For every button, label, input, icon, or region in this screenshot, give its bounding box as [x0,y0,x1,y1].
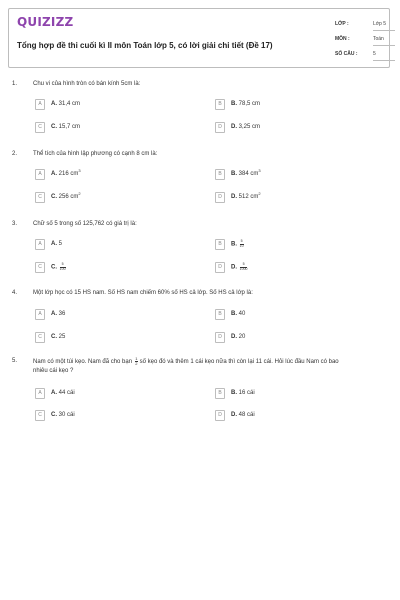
worksheet-header [8,8,390,68]
option-key: B. [231,390,237,396]
meta-label-count: SỐ CÂU : [335,51,358,57]
option-key: A. [51,390,57,396]
meta-value-count: 5 [373,48,395,61]
option-key: C. [51,264,57,271]
question-number: 3. [12,221,18,227]
option-letter-box: C [35,122,45,133]
option-letter-box: D [215,332,225,343]
meta-value-subject: Toán [373,33,395,46]
option-key: D. [231,124,237,130]
option-letter-box: C [35,332,45,343]
option-key: D. [231,264,237,271]
option-letter-box: B [215,99,225,110]
option-letter-box: B [215,309,225,320]
option-letter-box: A [35,388,45,399]
option-value: 25 [58,334,66,340]
option-letter-box: B [215,169,225,180]
option-value: 36 [58,311,66,317]
option-key: D. [231,412,237,418]
fraction-numerator: 1 [135,356,138,361]
fraction-denominator: 2 [135,361,138,366]
fraction-denominator: 10 [239,243,244,248]
option-letter-box: B [215,388,225,399]
option-letter-box: C [35,410,45,421]
option-key: B. [231,171,237,177]
option-letter-box: B [215,239,225,250]
option-exponent: 3 [78,168,81,173]
option-value: 78,5 cm [238,101,261,107]
question-number: 2. [12,151,18,157]
meta-row-subject [335,33,395,48]
option-letter-box: A [35,169,45,180]
option-key: B. [231,311,237,317]
option-letter-box: A [35,99,45,110]
meta-label-subject: MÔN : [335,36,350,42]
option-exponent: 2 [258,191,261,196]
meta-row-class [335,18,395,33]
option-key: A. [51,241,57,247]
option-key: C. [51,412,57,418]
option-letter-box: D [215,192,225,203]
option-value: 216 cm [58,171,79,177]
option-key: A. [51,171,57,177]
quizizz-logo: QUIZIZZ [17,15,74,29]
option-value: 44 cái [58,390,75,396]
question-text-part: số kẹo đó và thêm 1 cái kẹo nữa thì còn lại 11 cái. Hỏi lúc đầu Nam có bao [139,359,339,366]
option-key: C. [51,194,57,200]
option-value: 48 cái [238,412,255,418]
question-number: 1. [12,81,18,87]
option-value: 30 cái [58,412,75,418]
option-value: 16 cái [238,390,255,396]
question-text: Chu vi của hình tròn có bán kính 5cm là: [33,81,141,87]
option-letter-box: A [35,309,45,320]
fraction-denominator: 1000 [239,266,248,271]
option-letter-box: C [35,262,45,273]
option-letter-box: C [35,192,45,203]
question-fraction [135,357,138,366]
option-letter-box: A [35,239,45,250]
question-text-part: Nam có một túi kẹo. Nam đã cho bạn [33,359,133,366]
option-key: A. [51,101,57,107]
option-key: A. [51,311,57,317]
option-fraction [240,240,244,248]
question-text: Thể tích của hình lập phương có cạnh 8 cm là: [33,151,158,157]
option-key: D. [231,194,237,200]
option-value: 20 [238,334,246,340]
option-key: B. [231,101,237,107]
option-exponent: 3 [258,168,261,173]
fraction-numerator: 5 [240,239,243,243]
meta-label-class: LỚP : [335,21,349,27]
option-value: 384 cm [238,171,259,177]
option-value: 3,25 cm [238,124,261,130]
option-key: C. [51,124,57,130]
option-fraction [240,263,248,271]
meta-row-count [335,48,395,63]
option-exponent: 2 [78,191,81,196]
fraction-denominator: 100 [59,266,66,271]
option-value: 31,4 cm [58,101,81,107]
fraction-numerator: 5 [61,262,64,266]
option-key: B. [231,241,237,248]
option-fraction [60,263,66,271]
option-value: 40 [238,311,246,317]
option-value: 5 [58,241,63,247]
worksheet-title: Tổng hợp đề thi cuối kì II môn Toán lớp 5, có lời giải chi tiết (Đề 17) [17,41,273,50]
question-text-line2: nhiêu cái kẹo ? [33,368,74,375]
question-text: Một lớp học có 15 HS nam. Số HS nam chiếm 60% số HS cả lớp. Số HS cả lớp là: [33,290,253,296]
option-value: 256 cm [58,194,79,200]
option-letter-box: D [215,262,225,273]
fraction-numerator: 5 [240,263,248,268]
question-number: 4. [12,290,18,296]
option-letter-box: D [215,122,225,133]
option-value: 512 cm [238,194,259,200]
question-number: 5. [12,358,18,364]
worksheet-meta [335,18,395,63]
question-text [33,357,388,376]
option-value: 15,7 cm [58,124,81,130]
question-text: Chữ số 5 trong số 125,762 có giá trị là: [33,221,137,227]
meta-value-class: Lớp 5 [373,18,395,31]
option-key: D. [231,334,237,340]
option-letter-box: D [215,410,225,421]
option-key: C. [51,334,57,340]
